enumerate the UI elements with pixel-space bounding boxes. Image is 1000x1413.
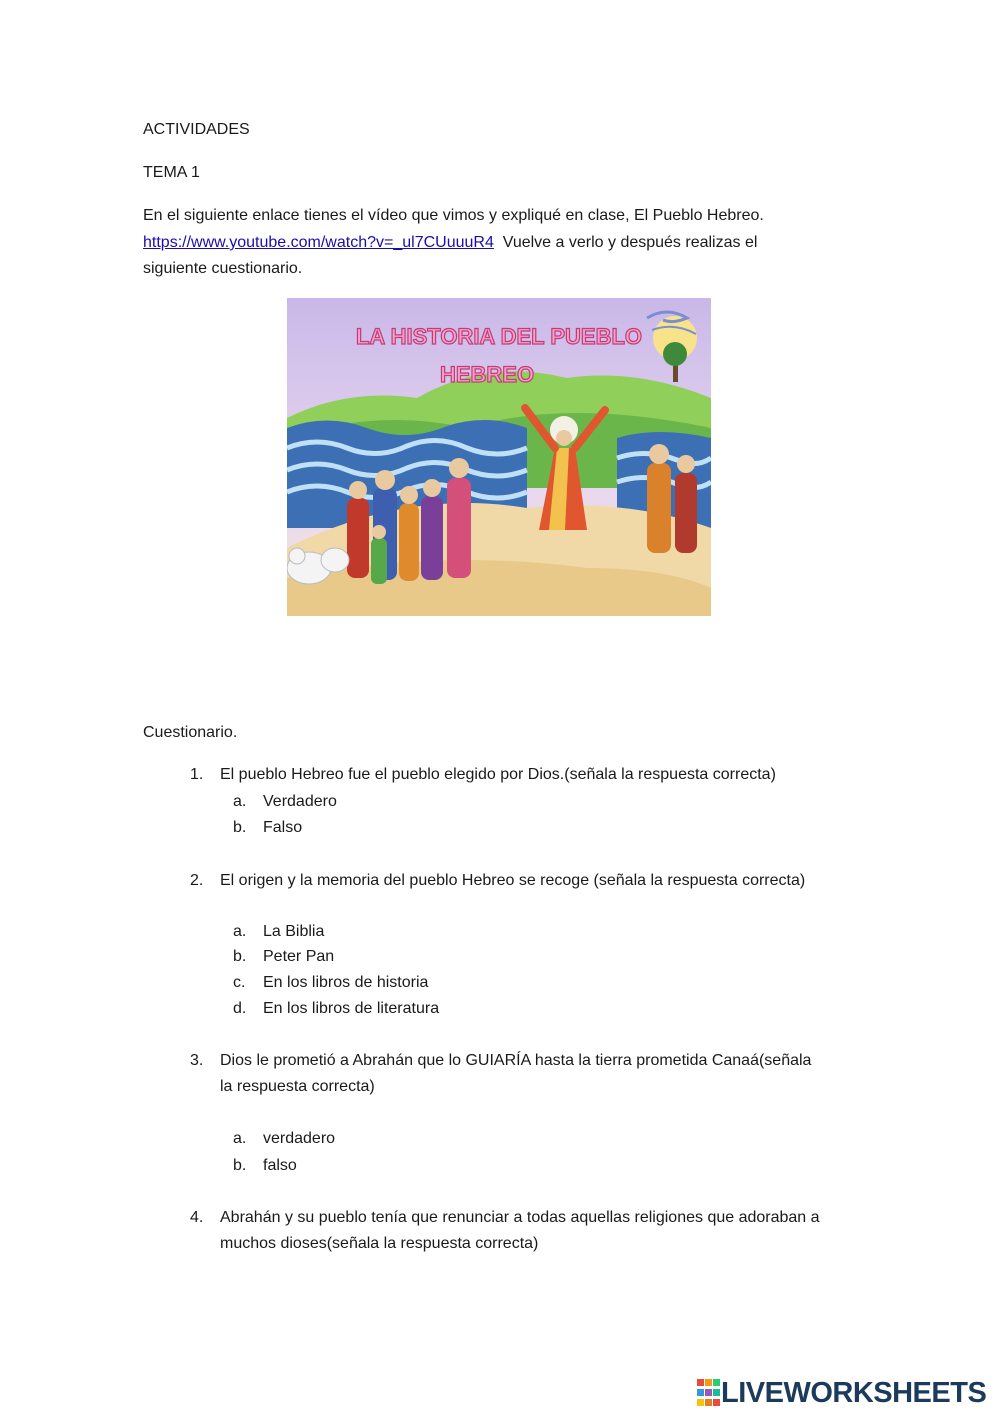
intro-line-1: En el siguiente enlace tienes el vídeo que vimos y expliqué en clase, El Pueblo Hebreo. (143, 207, 764, 224)
question-text-line-1: Abrahán y su pueblo tenía que renunciar a todas aquellas religiones que adoraban a (220, 1209, 820, 1226)
intro-line-3: siguiente cuestionario. (143, 260, 303, 277)
illustration-title-line-2: HEBREO (439, 362, 535, 387)
option-letter: d. (233, 1000, 247, 1017)
question-text (220, 1205, 820, 1257)
option-text: En los libros de literatura (263, 1000, 440, 1017)
option-1a[interactable] (233, 789, 337, 815)
video-link[interactable]: https://www.youtube.com/watch?v=_ul7CUuuuR4 (143, 234, 494, 251)
option-letter: a. (233, 1130, 247, 1147)
question-1 (190, 762, 776, 788)
activities-heading: ACTIVIDADES (143, 121, 250, 138)
topic-heading: TEMA 1 (143, 164, 200, 181)
option-text: Falso (263, 819, 303, 836)
option-3b[interactable] (233, 1153, 297, 1179)
brand-grid-icon (697, 1379, 721, 1407)
option-letter: a. (233, 923, 247, 940)
illustration-title-line-1: LA HISTORIA DEL PUEBLO (355, 324, 643, 349)
question-text: El origen y la memoria del pueblo Hebreo se recoge (señala la respuesta correcta) (220, 872, 806, 889)
option-text: La Biblia (263, 923, 325, 940)
option-letter: a. (233, 793, 247, 810)
question-number: 1. (190, 766, 204, 783)
option-2c[interactable] (233, 970, 428, 996)
question-3 (190, 1048, 811, 1100)
option-letter: c. (233, 974, 246, 991)
question-text (220, 1048, 811, 1100)
hebrew-people-illustration (287, 298, 711, 616)
question-text: El pueblo Hebreo fue el pueblo elegido por Dios.(señala la respuesta correcta) (220, 766, 776, 783)
quiz-title: Cuestionario. (143, 724, 238, 741)
option-text: verdadero (263, 1130, 336, 1147)
question-text-line-2: la respuesta correcta) (220, 1078, 375, 1095)
question-text-line-2: muchos dioses(señala la respuesta correcta) (220, 1235, 539, 1252)
question-2 (190, 868, 805, 894)
question-number: 3. (190, 1052, 204, 1069)
option-1b[interactable] (233, 815, 302, 841)
intro-line-2 (143, 230, 757, 256)
liveworksheets-logo[interactable] (697, 1378, 986, 1408)
option-3a[interactable] (233, 1126, 335, 1152)
question-number: 4. (190, 1209, 204, 1226)
option-text: Peter Pan (263, 948, 335, 965)
option-2b[interactable] (233, 944, 334, 970)
question-number: 2. (190, 872, 204, 889)
option-text: En los libros de historia (263, 974, 429, 991)
option-letter: b. (233, 948, 247, 965)
option-2a[interactable] (233, 919, 324, 945)
option-text: falso (263, 1157, 297, 1174)
intro-line-2-text: Vuelve a verlo y después realizas el (493, 234, 758, 251)
option-text: Verdadero (263, 793, 337, 810)
brand-name: LIVEWORKSHEETS (721, 1376, 987, 1409)
option-letter: b. (233, 819, 247, 836)
question-4 (190, 1205, 820, 1257)
option-2d[interactable] (233, 996, 439, 1022)
option-letter: b. (233, 1157, 247, 1174)
question-text-line-1: Dios le prometió a Abrahán que lo GUIARÍA hasta la tierra prometida Canaá(señala (220, 1052, 812, 1069)
